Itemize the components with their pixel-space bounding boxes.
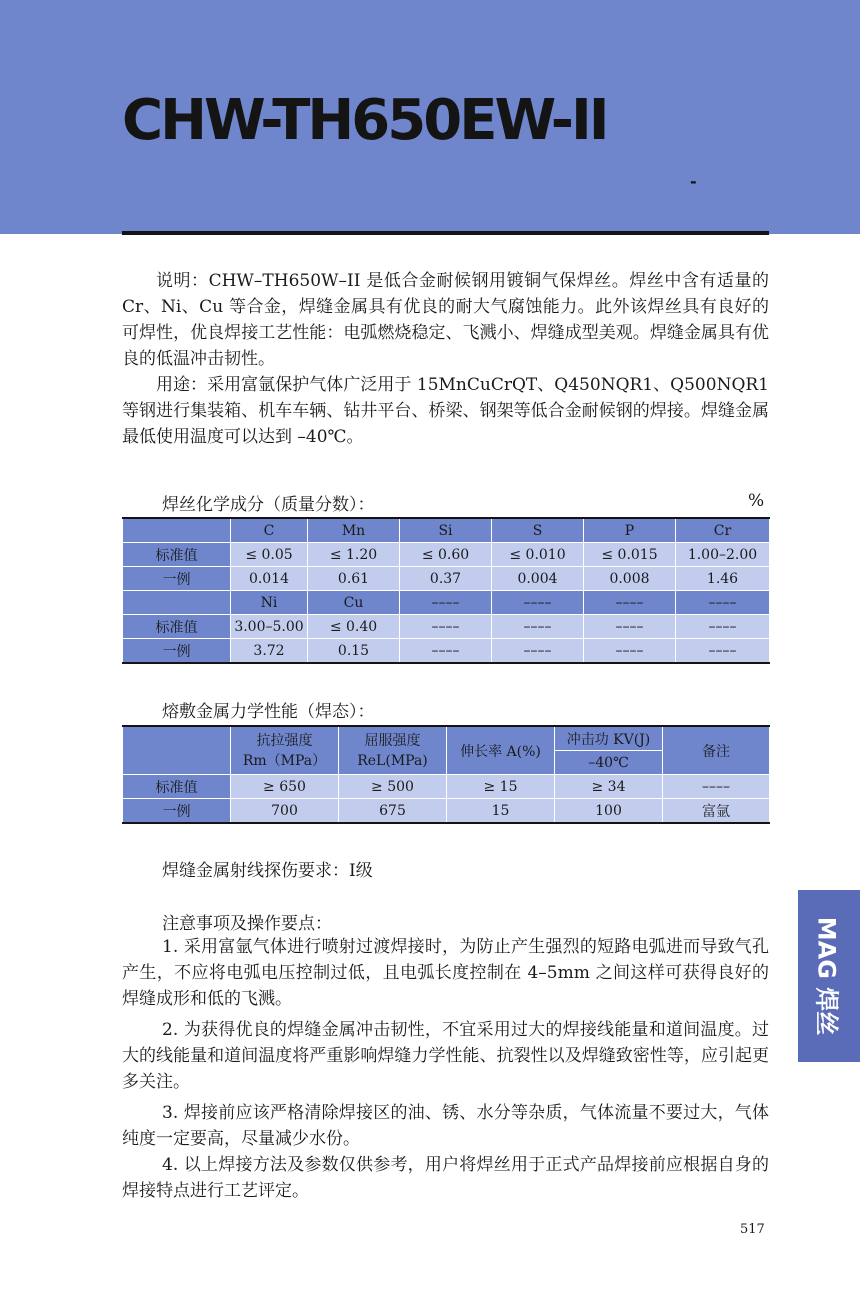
table-cell: –––– (584, 639, 676, 664)
tensile-name: 抗拉强度 (256, 732, 313, 749)
table-cell (123, 591, 231, 615)
table-cell: ≥ 34 (555, 775, 663, 799)
header-mark: - (690, 172, 697, 191)
table-cell: –––– (676, 591, 770, 615)
chemical-unit: % (748, 491, 765, 511)
table-cell: P (584, 518, 676, 543)
table-row (123, 799, 770, 824)
table-cell: ≤ 0.40 (308, 615, 400, 639)
mechanical-table (122, 725, 770, 824)
table-cell: ≤ 0.015 (584, 543, 676, 567)
table-cell (123, 726, 231, 775)
table-row (123, 615, 770, 639)
chemical-heading: 焊丝化学成分（质量分数）： (162, 495, 375, 515)
table-cell: 3.00–5.00 (231, 615, 308, 639)
table-cell: C (231, 518, 308, 543)
table-cell: ≥ 15 (447, 775, 555, 799)
table-cell: ≥ 500 (339, 775, 447, 799)
table-cell: –––– (492, 591, 584, 615)
table-cell: –––– (400, 591, 492, 615)
table-cell: Ni (231, 591, 308, 615)
description-label: 说明： (156, 271, 209, 291)
note-item-2: 2. 为获得优良的焊缝金属冲击韧性，不宜采用过大的焊接线能量和道间温度。过大的线能量和道间温度将严重影响焊缝力学性能、抗裂性以及焊缝致密性等，应引起更多关注。 (122, 1020, 769, 1092)
table-cell: –––– (492, 639, 584, 664)
chemical-header-row-1 (123, 518, 770, 543)
table-cell: –––– (676, 615, 770, 639)
tensile-header (231, 726, 339, 775)
usage-paragraph (122, 372, 769, 450)
note-item-4: 4. 以上焊接方法及参数仅供参考，用户将焊丝用于正式产品焊接前应根据自身的焊接特点进行工艺评定。 (122, 1155, 769, 1201)
table-cell: 富氩 (663, 799, 770, 824)
yield-unit: ReL(MPa) (357, 752, 428, 769)
notes-heading: 注意事项及操作要点： (162, 914, 332, 934)
row-label: 标准值 (123, 775, 231, 799)
row-label: 一例 (123, 799, 231, 824)
radiography-value: Ⅰ级 (349, 861, 373, 881)
header-band (0, 0, 860, 234)
chemical-header-row-2 (123, 591, 770, 615)
row-label: 标准值 (123, 543, 231, 567)
table-cell: S (492, 518, 584, 543)
table-cell: 0.61 (308, 567, 400, 591)
table-cell: –––– (400, 639, 492, 664)
table-cell: –––– (400, 615, 492, 639)
table-cell: Cr (676, 518, 770, 543)
row-label: 标准值 (123, 615, 231, 639)
table-cell: 0.15 (308, 639, 400, 664)
table-cell: ≤ 0.05 (231, 543, 308, 567)
table-cell: Si (400, 518, 492, 543)
table-cell: ≤ 0.60 (400, 543, 492, 567)
table-cell: –––– (584, 591, 676, 615)
table-row (123, 543, 770, 567)
table-cell: ≥ 650 (231, 775, 339, 799)
table-cell: 1.00–2.00 (676, 543, 770, 567)
table-cell: 675 (339, 799, 447, 824)
table-cell: ≤ 1.20 (308, 543, 400, 567)
description-text: CHW–TH650W–II 是低合金耐候钢用镀铜气保焊丝。焊丝中含有适量的 Cr、Ni、Cu 等合金，焊缝金属具有优良的耐大气腐蚀能力。此外该焊丝具有良好的可焊性，优良焊接工艺性能：电弧燃烧稳定、飞溅小、焊缝成型美观。焊缝金属具有优良的低温冲击韧性。 (122, 271, 769, 369)
usage-label: 用途： (156, 375, 208, 395)
table-row (123, 639, 770, 664)
impact-header: 冲击功 KV(J) (555, 726, 663, 751)
table-cell: –––– (676, 639, 770, 664)
table-cell: 0.004 (492, 567, 584, 591)
chemical-table (122, 517, 770, 664)
table-cell: 3.72 (231, 639, 308, 664)
yield-header (339, 726, 447, 775)
note-item-1: 1. 采用富氩气体进行喷射过渡焊接时，为防止产生强烈的短路电弧进而导致气孔产生，不应将电弧电压控制过低，且电弧长度控制在 4–5mm 之间这样可获得良好的焊缝成形和低的飞溅。 (122, 937, 769, 1009)
table-cell: Mn (308, 518, 400, 543)
table-row (123, 775, 770, 799)
table-row (123, 567, 770, 591)
table-cell (123, 518, 231, 543)
table-cell: Cu (308, 591, 400, 615)
table-cell: ≤ 0.010 (492, 543, 584, 567)
usage-text: 采用富氩保护气体广泛用于 15MnCuCrQT、Q450NQR1、Q500NQR1 等钢进行集装箱、机车车辆、钻井平台、桥梁、钢架等低合金耐候钢的焊接。焊缝金属最低使用温度可以达到 –40℃。 (122, 375, 769, 447)
product-title: CHW-TH650EW-II (122, 88, 607, 153)
table-cell: 700 (231, 799, 339, 824)
radiography-label: 焊缝金属射线探伤要求： (162, 861, 349, 881)
table-cell: 0.014 (231, 567, 308, 591)
row-label: 一例 (123, 567, 231, 591)
page-number: 517 (740, 1222, 765, 1237)
side-tab-label: MAG 焊丝 (812, 916, 841, 1036)
title-rule (122, 231, 769, 235)
radiography-line (162, 856, 373, 881)
note-item-3: 3. 焊接前应该严格清除焊接区的油、锈、水分等杂质，气体流量不要过大，气体纯度一定要高，尽量减少水份。 (122, 1103, 769, 1149)
table-cell: 0.37 (400, 567, 492, 591)
mechanical-heading: 熔敷金属力学性能（焊态）： (162, 702, 375, 722)
impact-temperature: –40℃ (555, 751, 663, 775)
row-label: 一例 (123, 639, 231, 664)
table-cell: 1.46 (676, 567, 770, 591)
tensile-unit: Rm（MPa） (242, 752, 327, 769)
table-cell: –––– (663, 775, 770, 799)
table-cell: 0.008 (584, 567, 676, 591)
table-cell: 100 (555, 799, 663, 824)
mechanical-header-row (123, 726, 770, 751)
yield-name: 屈服强度 (364, 732, 421, 749)
table-cell: –––– (584, 615, 676, 639)
elongation-header: 伸长率 A(%) (447, 726, 555, 775)
table-cell: –––– (492, 615, 584, 639)
side-tab (798, 890, 860, 1062)
remark-header: 备注 (663, 726, 770, 775)
description-paragraph (122, 268, 769, 372)
table-cell: 15 (447, 799, 555, 824)
